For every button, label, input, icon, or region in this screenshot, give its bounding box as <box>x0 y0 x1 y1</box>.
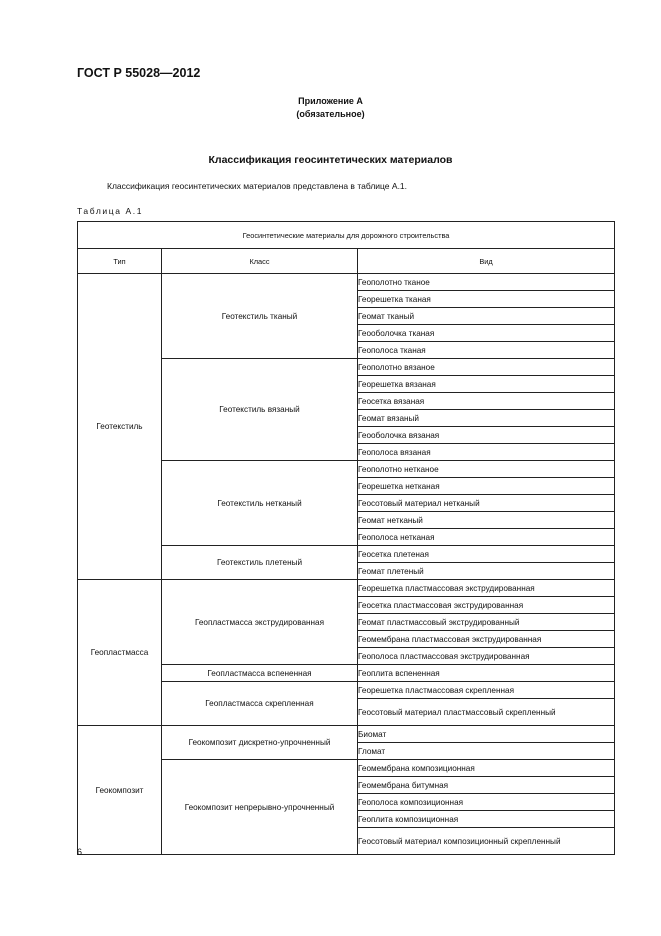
cell-class: Геокомпозит дискретно-упрочненный <box>162 726 358 760</box>
page-number: 6 <box>77 847 83 857</box>
cell-class: Геокомпозит непрерывно-упрочненный <box>162 760 358 855</box>
cell-kind: Геоплита вспененная <box>358 665 615 682</box>
appendix-heading <box>0 95 661 121</box>
cell-kind: Гломат <box>358 743 615 760</box>
table-row <box>78 580 615 597</box>
cell-kind: Геополоса тканая <box>358 342 615 359</box>
cell-kind: Георешетка тканая <box>358 291 615 308</box>
cell-class: Геотекстиль тканый <box>162 274 358 359</box>
cell-type: Геокомпозит <box>78 726 162 855</box>
cell-kind: Геоплита композиционная <box>358 811 615 828</box>
cell-kind: Геомембрана битумная <box>358 777 615 794</box>
cell-kind: Геополоса композиционная <box>358 794 615 811</box>
cell-kind: Геомембрана композиционная <box>358 760 615 777</box>
cell-kind: Геополоса нетканая <box>358 529 615 546</box>
table-header-row <box>78 249 615 274</box>
cell-kind: Биомат <box>358 726 615 743</box>
table-title-row <box>78 222 615 249</box>
cell-kind: Геомат плетеный <box>358 563 615 580</box>
cell-kind: Геомат вязаный <box>358 410 615 427</box>
cell-kind: Геосетка пластмассовая экструдированная <box>358 597 615 614</box>
document-id: ГОСТ Р 55028—2012 <box>77 66 201 80</box>
cell-kind: Геополотно вязаное <box>358 359 615 376</box>
cell-class: Геотекстиль вязаный <box>162 359 358 461</box>
cell-kind: Геосотовый материал нетканый <box>358 495 615 512</box>
cell-kind: Геосетка вязаная <box>358 393 615 410</box>
cell-kind: Геополоса пластмассовая экструдированная <box>358 648 615 665</box>
cell-kind: Геомат тканый <box>358 308 615 325</box>
column-header-kind: Вид <box>358 249 615 274</box>
section-title: Классификация геосинтетических материалов <box>208 154 453 166</box>
cell-kind: Георешетка пластмассовая экструдированная <box>358 580 615 597</box>
classification-table <box>77 221 615 855</box>
column-header-type: Тип <box>78 249 162 274</box>
cell-kind: Геооболочка тканая <box>358 325 615 342</box>
cell-kind: Георешетка вязаная <box>358 376 615 393</box>
cell-kind: Георешетка нетканая <box>358 478 615 495</box>
cell-kind: Георешетка пластмассовая скрепленная <box>358 682 615 699</box>
table-row <box>78 274 615 291</box>
appendix-status: (обязательное) <box>296 109 365 119</box>
cell-type: Геотекстиль <box>78 274 162 580</box>
cell-kind: Геополотно нетканое <box>358 461 615 478</box>
cell-kind: Геомат пластмассовый экструдированный <box>358 614 615 631</box>
cell-class: Геопластмасса скрепленная <box>162 682 358 726</box>
cell-class: Геотекстиль нетканый <box>162 461 358 546</box>
table-caption: Таблица А.1 <box>77 206 144 216</box>
cell-kind: Геооболочка вязаная <box>358 427 615 444</box>
cell-class: Геопластмасса вспененная <box>162 665 358 682</box>
cell-kind: Геосотовый материал композиционный скрепленный <box>358 828 615 855</box>
table-row <box>78 726 615 743</box>
cell-kind: Геополоса вязаная <box>358 444 615 461</box>
cell-kind: Геосетка плетеная <box>358 546 615 563</box>
cell-kind: Геомембрана пластмассовая экструдированная <box>358 631 615 648</box>
column-header-class: Класс <box>162 249 358 274</box>
intro-paragraph: Классификация геосинтетических материалов представлена в таблице А.1. <box>107 181 408 191</box>
cell-class: Геопластмасса экструдированная <box>162 580 358 665</box>
appendix-label: Приложение А <box>298 96 363 106</box>
cell-kind: Геомат нетканый <box>358 512 615 529</box>
table-title: Геосинтетические материалы для дорожного строительства <box>78 222 615 249</box>
cell-kind: Геосотовый материал пластмассовый скрепленный <box>358 699 615 726</box>
cell-class: Геотекстиль плетеный <box>162 546 358 580</box>
cell-kind: Геополотно тканое <box>358 274 615 291</box>
cell-type: Геопластмасса <box>78 580 162 726</box>
